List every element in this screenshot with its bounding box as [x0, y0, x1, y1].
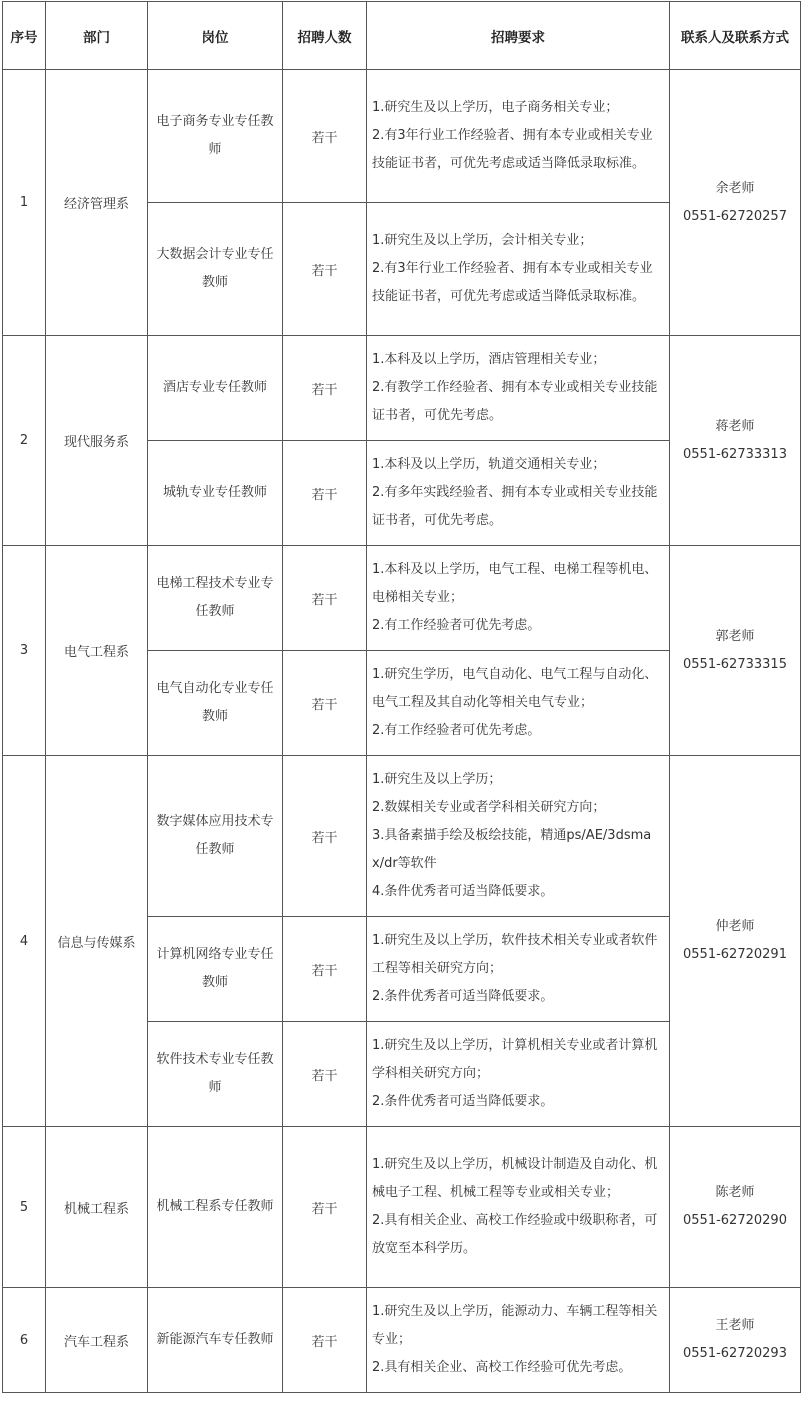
position-cell — [148, 1288, 283, 1393]
count-cell: 若干 — [283, 1127, 367, 1288]
contact-cell — [670, 1288, 801, 1393]
requirements-text: 1.本科及以上学历，轨道交通相关专业； 2.有多年实践经验者、拥有本专业或相关专业技能证书者，可优先考虑。 — [372, 457, 658, 528]
row-index: 5 — [3, 1127, 46, 1288]
position-cell — [148, 1022, 283, 1127]
header-row — [3, 2, 801, 70]
table-row — [3, 1127, 801, 1288]
position-cell — [148, 756, 283, 917]
contact-cell — [670, 756, 801, 1127]
position-title: 酒店专业专任教师 — [162, 380, 267, 395]
contact-name: 郭老师 — [715, 628, 755, 644]
count-cell: 若干 — [283, 651, 367, 756]
requirements-cell — [367, 546, 670, 651]
position-title: 软件技术专业专任教师 — [156, 1052, 274, 1095]
requirements-text: 1.研究生及以上学历； 2.数媒相关专业或者学科相关研究方向； 3.具备素描手绘及板绘技能，精通ps/AE/3dsmax/dr等软件 4.条件优秀者可适当降低要求。 — [372, 772, 652, 899]
row-index: 3 — [3, 546, 46, 756]
contact-name: 陈老师 — [715, 1185, 755, 1200]
contact-name: 余老师 — [715, 180, 755, 196]
count-cell: 若干 — [283, 203, 367, 336]
department-cell: 机械工程系 — [46, 1127, 148, 1288]
requirements-cell — [367, 441, 670, 546]
count-cell: 若干 — [283, 1288, 367, 1393]
contact-phone: 0551-62733313 — [683, 446, 787, 462]
position-cell — [148, 917, 283, 1022]
department-cell: 现代服务系 — [46, 336, 148, 546]
header-requirements: 招聘要求 — [367, 2, 670, 70]
row-index: 2 — [3, 336, 46, 546]
requirements-text: 1.本科及以上学历，酒店管理相关专业； 2.有教学工作经验者、拥有本专业或相关专业技能证书者，可优先考虑。 — [372, 352, 658, 423]
position-title: 机械工程系专任教师 — [156, 1199, 274, 1214]
count-cell: 若干 — [283, 441, 367, 546]
position-title: 电梯工程技术专业专任教师 — [156, 576, 274, 619]
row-index: 6 — [3, 1288, 46, 1393]
requirements-text: 1.研究生及以上学历，会计相关专业； 2.有3年行业工作经验者、拥有本专业或相关专业技能证书者，可优先考虑或适当降低录取标准。 — [372, 233, 653, 304]
contact-phone: 0551-62720293 — [683, 1346, 787, 1361]
position-title: 数字媒体应用技术专任教师 — [156, 814, 274, 857]
header-count: 招聘人数 — [283, 2, 367, 70]
header-contact: 联系人及联系方式 — [670, 2, 801, 70]
requirements-cell — [367, 1288, 670, 1393]
requirements-cell — [367, 651, 670, 756]
requirements-cell — [367, 1022, 670, 1127]
position-cell — [148, 336, 283, 441]
requirements-text: 1.研究生及以上学历，软件技术相关专业或者软件工程等相关研究方向； 2.条件优秀者可适当降低要求。 — [372, 933, 658, 1004]
position-cell — [148, 651, 283, 756]
requirements-text: 1.研究生学历，电气自动化、电气工程与自动化、电气工程及其自动化等相关电气专业； 2.有工作经验者可优先考虑。 — [372, 667, 658, 738]
contact-phone: 0551-62733315 — [683, 656, 787, 672]
position-cell — [148, 70, 283, 203]
requirements-text: 1.本科及以上学历，电气工程、电梯工程等机电、电梯相关专业； 2.有工作经验者可优先考虑。 — [372, 562, 658, 633]
recruitment-table — [2, 1, 801, 1393]
requirements-text: 1.研究生及以上学历，能源动力、车辆工程等相关专业； 2.具有相关企业、高校工作经验可优先考虑。 — [372, 1304, 658, 1375]
header-department: 部门 — [46, 2, 148, 70]
contact-name: 王老师 — [715, 1318, 755, 1333]
table-row — [3, 546, 801, 651]
table-row — [3, 70, 801, 203]
requirements-cell — [367, 203, 670, 336]
position-cell — [148, 1127, 283, 1288]
count-cell: 若干 — [283, 1022, 367, 1127]
requirements-cell — [367, 917, 670, 1022]
count-cell: 若干 — [283, 917, 367, 1022]
department-cell: 电气工程系 — [46, 546, 148, 756]
position-title: 城轨专业专任教师 — [162, 485, 267, 500]
position-cell — [148, 546, 283, 651]
table-row — [3, 1288, 801, 1393]
contact-cell — [670, 70, 801, 336]
position-title: 电子商务专业专任教师 — [156, 114, 274, 157]
position-cell — [148, 441, 283, 546]
count-cell: 若干 — [283, 756, 367, 917]
department-cell: 经济管理系 — [46, 70, 148, 336]
table-row — [3, 756, 801, 917]
requirements-cell — [367, 1127, 670, 1288]
contact-cell — [670, 1127, 801, 1288]
count-cell: 若干 — [283, 336, 367, 441]
department-cell: 汽车工程系 — [46, 1288, 148, 1393]
requirements-text: 1.研究生及以上学历，机械设计制造及自动化、机械电子工程、机械工程等专业或相关专业； 2.具有相关企业、高校工作经验或中级职称者，可放宽至本科学历。 — [372, 1157, 658, 1256]
contact-phone: 0551-62720291 — [683, 947, 787, 962]
requirements-cell — [367, 336, 670, 441]
contact-name: 蒋老师 — [715, 418, 755, 434]
position-title: 电气自动化专业专任教师 — [156, 681, 274, 724]
count-cell: 若干 — [283, 546, 367, 651]
position-title: 新能源汽车专任教师 — [156, 1332, 274, 1347]
department-cell: 信息与传媒系 — [46, 756, 148, 1127]
position-cell — [148, 203, 283, 336]
row-index: 4 — [3, 756, 46, 1127]
contact-phone: 0551-62720257 — [683, 208, 787, 224]
contact-name: 仲老师 — [715, 919, 755, 934]
header-position: 岗位 — [148, 2, 283, 70]
requirements-cell — [367, 756, 670, 917]
row-index: 1 — [3, 70, 46, 336]
count-cell: 若干 — [283, 70, 367, 203]
requirements-text: 1.研究生及以上学历，电子商务相关专业； 2.有3年行业工作经验者、拥有本专业或相关专业技能证书者，可优先考虑或适当降低录取标准。 — [372, 100, 653, 171]
contact-cell — [670, 546, 801, 756]
position-title: 大数据会计专业专任教师 — [156, 247, 274, 290]
table-row — [3, 336, 801, 441]
requirements-cell — [367, 70, 670, 203]
header-index: 序号 — [3, 2, 46, 70]
requirements-text: 1.研究生及以上学历，计算机相关专业或者计算机学科相关研究方向； 2.条件优秀者可适当降低要求。 — [372, 1038, 658, 1109]
contact-phone: 0551-62720290 — [683, 1213, 787, 1228]
position-title: 计算机网络专业专任教师 — [156, 947, 274, 990]
contact-cell — [670, 336, 801, 546]
